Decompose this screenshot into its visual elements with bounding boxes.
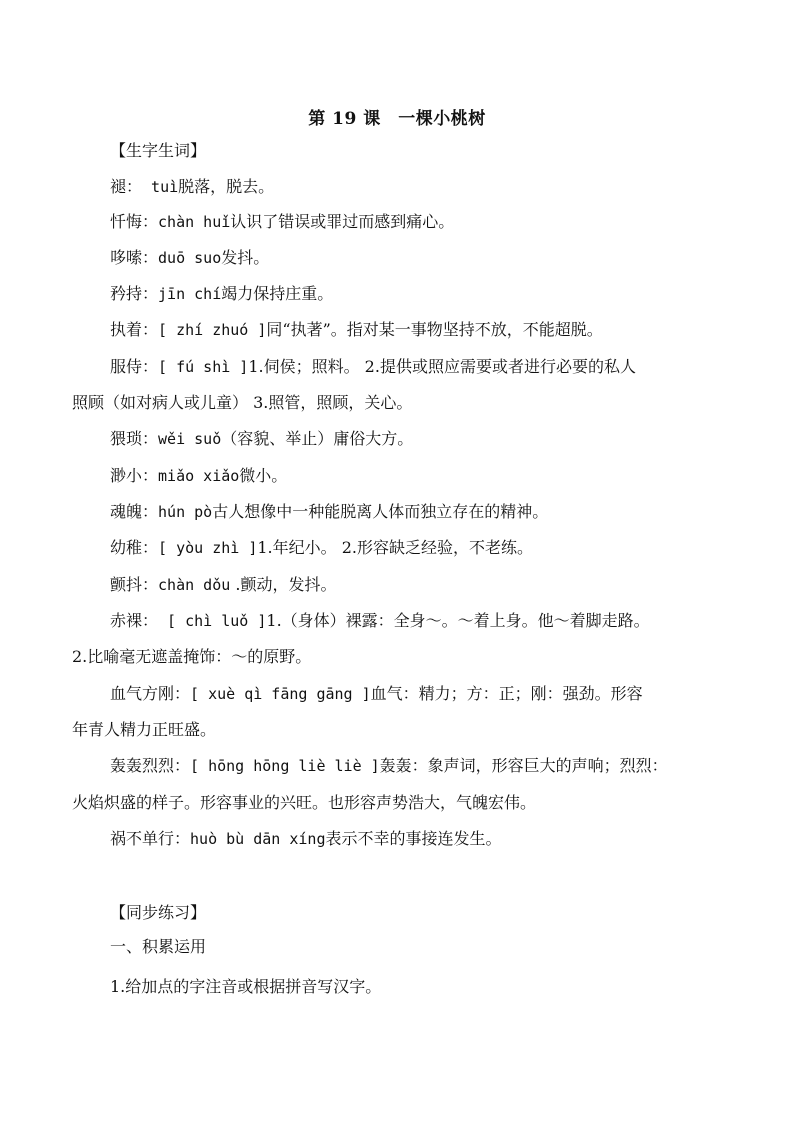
vocab-definition: .颤动，发抖。: [230, 575, 337, 594]
practice-item: 1.给加点的字注音或根据拼音写汉字。: [110, 977, 382, 996]
vocab-definition: 火焰炽盛的样子。形容事业的兴旺。也形容声势浩大，气魄宏伟。: [72, 793, 537, 812]
vocab-term: 血气方刚：: [110, 684, 191, 703]
vocab-entry: [110, 610, 754, 632]
vocab-definition: 表示不幸的事接连发生。: [325, 829, 502, 848]
vocab-pinyin: miǎo xiǎo: [158, 467, 240, 485]
vocab-entry: [110, 176, 754, 198]
vocab-definition: 认识了错误或罪过而感到痛心。: [230, 212, 455, 231]
vocab-pinyin: [ xuè qì fāng gāng ]: [190, 685, 371, 703]
vocab-pinyin: wěi suǒ: [158, 430, 222, 448]
vocab-entry-continuation: [72, 392, 754, 414]
vocab-pinyin: [ fú shì ]: [158, 358, 249, 376]
vocab-term: 忏悔：: [110, 212, 159, 231]
vocab-term: 矜持：: [110, 284, 159, 303]
vocab-entry: [110, 428, 754, 450]
vocab-entry: [110, 501, 754, 523]
vocab-entry: [110, 574, 754, 596]
vocab-entry: [110, 247, 754, 269]
vocab-pinyin: huò bù dān xíng: [190, 830, 326, 848]
vocab-entry: [110, 319, 754, 341]
vocab-term: 祸不单行：: [110, 829, 191, 848]
vocab-pinyin: [ chì luǒ ]: [158, 612, 267, 630]
vocab-definition: 照顾（如对病人或儿童） 3.照管，照顾，关心。: [72, 393, 413, 412]
vocab-entry: [110, 283, 754, 305]
vocab-pinyin: chàn dǒu: [158, 576, 231, 594]
vocab-term: 猥琐：: [110, 429, 159, 448]
vocab-term: 幼稚：: [110, 538, 159, 557]
vocab-pinyin: jīn chí: [158, 285, 222, 303]
vocab-entry: [110, 356, 754, 378]
vocab-definition: 竭力保持庄重。: [221, 284, 334, 303]
vocab-pinyin: chàn huǐ: [158, 213, 231, 231]
vocab-pinyin: hún pò: [158, 503, 213, 521]
vocab-term: 赤裸：: [110, 611, 159, 630]
vocab-entry: [110, 755, 754, 777]
vocab-definition: （容貌、举止）庸俗大方。: [221, 429, 414, 448]
vocab-definition: 轰轰：象声词，形容巨大的声响；烈烈：: [379, 756, 668, 775]
vocab-entry: [110, 683, 754, 705]
vocab-entry: [110, 465, 754, 487]
vocab-definition: 1.年纪小。 2.形容缺乏经验，不老练。: [257, 538, 533, 557]
vocab-definition: 微小。: [239, 466, 288, 485]
vocab-pinyin: tuì: [142, 178, 179, 196]
vocab-definition: 同“执著”。指对某一事物坚持不放，不能超脱。: [266, 320, 603, 339]
vocab-definition: 年青人精力正旺盛。: [72, 720, 217, 739]
vocab-term: 哆嗦：: [110, 248, 159, 267]
section-practice-heading: 【同步练习】: [110, 903, 207, 922]
vocab-definition: 1.伺侯；照料。 2.提供或照应需要或者进行必要的私人: [248, 357, 636, 376]
vocab-definition: 2.比喻毫无遮盖掩饰：～的原野。: [72, 647, 312, 666]
vocab-pinyin: [ zhí zhuó ]: [158, 321, 267, 339]
vocab-entry-continuation: [72, 646, 754, 668]
vocab-definition: 发抖。: [221, 248, 270, 267]
vocab-term: 颤抖：: [110, 575, 159, 594]
lesson-title: 第 19 课 一棵小桃树: [308, 109, 486, 129]
vocab-entry: [110, 537, 754, 559]
vocab-pinyin: [ yòu zhì ]: [158, 539, 258, 557]
vocab-definition: 古人想像中一种能脱离人体而独立存在的精神。: [212, 502, 549, 521]
vocab-term: 渺小：: [110, 466, 159, 485]
vocab-term: 服侍：: [110, 357, 159, 376]
vocab-entry-continuation: [72, 719, 754, 741]
vocab-term: 执着：: [110, 320, 159, 339]
vocab-definition: 脱落，脱去。: [178, 177, 275, 196]
vocab-definition: 1.（身体）裸露：全身～。～着上身。他～着脚走路。: [266, 611, 650, 630]
vocab-term: 魂魄：: [110, 502, 159, 521]
vocab-term: 轰轰烈烈：: [110, 756, 191, 775]
vocab-entry: [110, 211, 754, 233]
section-vocab-heading: 【生字生词】: [110, 141, 207, 160]
vocab-entry: [110, 828, 754, 850]
vocab-definition: 血气：精力；方：正；刚：强劲。形容: [370, 684, 643, 703]
vocab-pinyin: [ hōng hōng liè liè ]: [190, 757, 380, 775]
vocab-term: 褪：: [110, 177, 143, 196]
vocab-pinyin: duō suo: [158, 249, 222, 267]
vocab-entry-continuation: [72, 792, 754, 814]
practice-heading: 一、积累运用: [110, 937, 207, 956]
